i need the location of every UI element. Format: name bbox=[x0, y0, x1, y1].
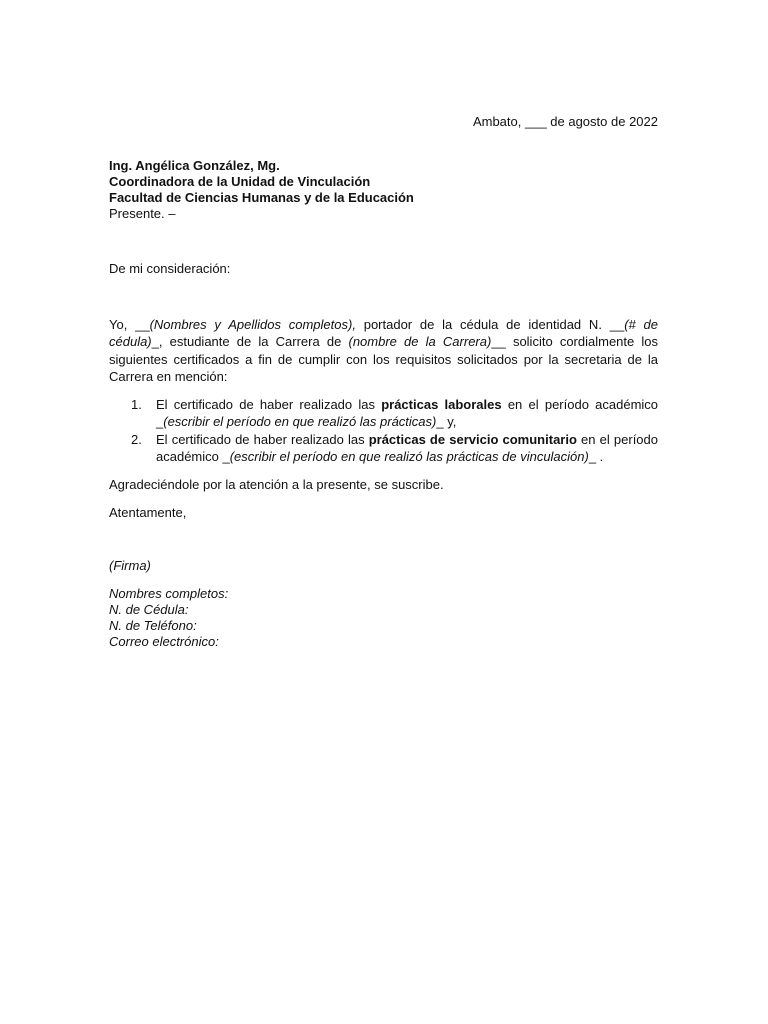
body-yo: Yo, __ bbox=[109, 317, 150, 332]
list-item-2-bold: prácticas de servicio comunitario bbox=[368, 432, 577, 447]
list-item-1-italic: (escribir el período en que realizó las prácticas) bbox=[163, 414, 437, 430]
signature-nombres: Nombres completos: bbox=[109, 586, 229, 601]
recipient-faculty: Facultad de Ciencias Humanas y de la Educación bbox=[109, 190, 414, 205]
letter-date: Ambato, ___ de agosto de 2022 bbox=[472, 114, 658, 129]
list-item-1-mid: en el período académico _ bbox=[156, 397, 659, 430]
signature-cedula: N. de Cédula: bbox=[109, 602, 189, 617]
signature-telefono: N. de Teléfono: bbox=[109, 618, 197, 633]
cedula-placeholder: (# de cédula) bbox=[109, 317, 658, 350]
body-paragraph bbox=[109, 316, 658, 385]
salutation: De mi consideración: bbox=[109, 261, 231, 276]
body-after-cedula: _, estudiante de la Carrera de bbox=[151, 334, 349, 350]
list-item-1 bbox=[156, 396, 658, 431]
list-item-2-italic: (escribir el período en que realizó las prácticas de vinculación) bbox=[229, 449, 589, 465]
list-item-2 bbox=[156, 431, 658, 466]
list-item-2-mid: en el período académico _ bbox=[156, 432, 658, 465]
recipient-role: Coordinadora de la Unidad de Vinculación bbox=[109, 174, 371, 189]
list-number-1: 1. bbox=[131, 397, 142, 412]
atentamente: Atentamente, bbox=[109, 505, 187, 520]
recipient-presente: Presente. – bbox=[109, 206, 176, 221]
body-portador: portador de la cédula de identidad N. __ bbox=[355, 317, 625, 332]
closing-text: Agradeciéndole por la atención a la presente, se suscribe. bbox=[109, 477, 444, 492]
name-placeholder: (Nombres y Apellidos completos), bbox=[149, 317, 356, 332]
recipient-name: Ing. Angélica González, Mg. bbox=[109, 158, 280, 173]
signature-correo: Correo electrónico: bbox=[109, 634, 219, 649]
body-after-carrera: __ solicito cordialmente los siguientes certificados a fin de cumplir con los requisitos solicitados por la secretaria de la Carrera en mención: bbox=[109, 334, 659, 384]
list-item-1-bold: prácticas laborales bbox=[381, 397, 502, 412]
list-item-1-post: _ y, bbox=[436, 414, 457, 430]
list-item-2-post: _ . bbox=[588, 449, 604, 465]
list-item-2-pre: El certificado de haber realizado las bbox=[156, 432, 369, 447]
list-number-2: 2. bbox=[131, 432, 142, 447]
signature-firma: (Firma) bbox=[109, 558, 151, 573]
carrera-placeholder: (nombre de la Carrera) bbox=[348, 334, 492, 350]
list-item-1-pre: El certificado de haber realizado las bbox=[156, 397, 382, 412]
